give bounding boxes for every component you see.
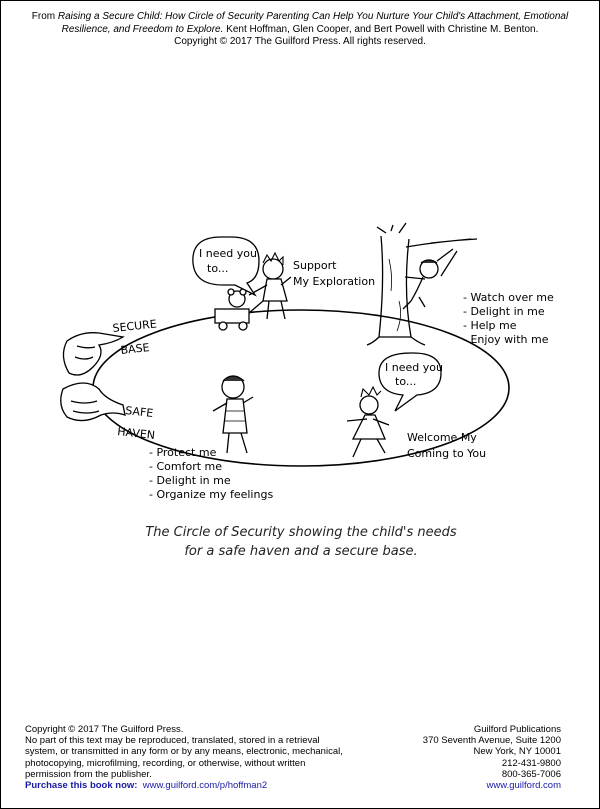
- welcome-label-line-2: Coming to You: [407, 447, 487, 460]
- need-help-me: - Help me: [463, 319, 517, 332]
- base-label: BASE: [119, 341, 151, 357]
- need-delight-in-me-bottom: - Delight in me: [149, 474, 231, 487]
- welcome-label-line-1: Welcome My: [407, 431, 477, 444]
- citation-header: [11, 11, 589, 49]
- book-title: Raising a Secure Child: How Circle of Security Parenting Can Help You Nurture Your Child's Attachment, Emotional Resilience, and Freedom to Explore.: [57, 11, 569, 35]
- climbing-child-drawing: [403, 249, 457, 309]
- publisher-phone-2: 800-365-7006: [501, 768, 561, 780]
- crying-child-drawing: [213, 376, 253, 453]
- support-label-line-1: Support: [293, 259, 337, 272]
- footer-copyright-block: [25, 724, 343, 791]
- secure-label: SECURE: [111, 317, 158, 335]
- caption-line-1: The Circle of Security showing the child's needs: [145, 525, 457, 540]
- purchase-link[interactable]: www.guilford.com/p/hoffman2: [142, 780, 268, 792]
- tree-drawing: [367, 223, 477, 345]
- from-label: From: [31, 11, 58, 22]
- bubble-top-line-2: to...: [207, 262, 229, 275]
- publisher-street: 370 Seventh Avenue, Suite 1200: [422, 735, 561, 747]
- citation-line: [11, 11, 589, 36]
- footer-left-line-2: No part of this text may be reproduced, translated, stored in a retrieval: [25, 735, 320, 747]
- footer-left-line-4: photocopying, microfilming, recording, or otherwise, without written: [25, 757, 306, 769]
- publisher-name: Guilford Publications: [473, 724, 561, 735]
- footer-left-line-1: Copyright © 2017 The Guilford Press.: [25, 724, 184, 735]
- publisher-website-link[interactable]: www.guilford.com: [486, 780, 561, 792]
- need-organize-my-feelings: - Organize my feelings: [149, 488, 274, 501]
- footer-left-line-5: permission from the publisher.: [25, 768, 152, 780]
- running-child-drawing: [347, 387, 389, 457]
- need-protect-me: - Protect me: [149, 446, 217, 459]
- footer-left-line-3: system, or transmitted in any form or by any means, electronic, mechanical,: [25, 746, 343, 758]
- bubble-right-line-2: to...: [395, 375, 417, 388]
- need-enjoy-with-me: - Enjoy with me: [463, 333, 549, 346]
- safe-label: SAFE: [124, 404, 154, 420]
- purchase-label: Purchase this book now:: [25, 780, 138, 792]
- need-watch-over-me: - Watch over me: [463, 291, 554, 304]
- purchase-line: [25, 780, 343, 791]
- bubble-right-line-1: I need you: [385, 361, 443, 374]
- hands-drawing: [61, 333, 125, 421]
- figure-caption: [1, 523, 600, 561]
- publisher-city: New York, NY 10001: [473, 746, 561, 758]
- haven-label: HAVEN: [116, 425, 156, 442]
- authors: Kent Hoffman, Glen Cooper, and Bert Powell with Christine M. Benton.: [223, 23, 539, 35]
- publisher-address-block: [423, 724, 561, 791]
- publisher-phone-1: 212-431-9800: [501, 757, 561, 769]
- support-label-line-2: My Exploration: [293, 275, 376, 288]
- caption-line-2: for a safe haven and a secure base.: [184, 544, 418, 559]
- need-delight-in-me-top: - Delight in me: [463, 305, 545, 318]
- bubble-top-line-1: I need you: [199, 247, 257, 260]
- circle-of-security-illustration: [1, 201, 600, 531]
- need-comfort-me: - Comfort me: [149, 460, 223, 473]
- header-copyright: Copyright © 2017 The Guilford Press. All rights reserved.: [174, 36, 426, 48]
